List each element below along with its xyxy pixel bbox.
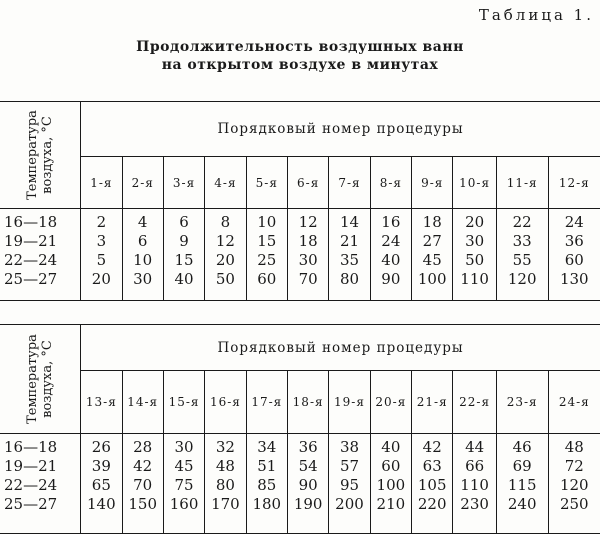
duration-value: 2 bbox=[96, 213, 107, 231]
procedure-number: 18-я bbox=[287, 371, 328, 434]
duration-column bbox=[329, 209, 370, 301]
duration-value: 35 bbox=[339, 251, 360, 269]
procedure-number: 23-я bbox=[496, 371, 548, 434]
row-header-cell bbox=[0, 325, 81, 434]
procedure-number: 21-я bbox=[412, 371, 453, 434]
duration-value: 120 bbox=[507, 270, 537, 288]
duration-value: 230 bbox=[460, 495, 489, 513]
row-header-line-2: воздуха, °С bbox=[40, 116, 56, 194]
duration-value: 50 bbox=[215, 270, 235, 288]
duration-value: 65 bbox=[91, 476, 111, 494]
duration-value: 39 bbox=[91, 457, 111, 475]
duration-value: 40 bbox=[174, 270, 194, 288]
duration-value: 4 bbox=[137, 213, 148, 231]
procedure-number: 17-я bbox=[246, 371, 287, 434]
row-header-text bbox=[25, 110, 55, 200]
title-line-1: Продолжительность воздушных ванн bbox=[136, 39, 464, 55]
duration-column bbox=[548, 434, 600, 534]
duration-column bbox=[412, 434, 453, 534]
duration-column bbox=[287, 434, 328, 534]
duration-column bbox=[205, 434, 246, 534]
table-part-2 bbox=[0, 324, 600, 534]
temp-row-3: 22—24 bbox=[4, 251, 58, 269]
duration-value: 160 bbox=[169, 495, 199, 513]
duration-value: 18 bbox=[298, 232, 318, 250]
duration-value: 20 bbox=[91, 270, 111, 288]
duration-value: 40 bbox=[381, 438, 401, 456]
duration-value: 110 bbox=[460, 270, 489, 288]
procedure-number: 16-я bbox=[205, 371, 246, 434]
duration-value: 240 bbox=[507, 495, 537, 513]
duration-value: 12 bbox=[298, 213, 318, 231]
duration-column bbox=[122, 434, 163, 534]
temp-row-2: 19—21 bbox=[4, 457, 58, 475]
duration-value: 80 bbox=[339, 270, 360, 288]
row-header-line-1: Температура bbox=[25, 334, 41, 424]
duration-value: 18 bbox=[422, 213, 442, 231]
duration-column bbox=[370, 434, 411, 534]
duration-value: 15 bbox=[257, 232, 277, 250]
duration-value: 28 bbox=[133, 438, 153, 456]
duration-value: 54 bbox=[298, 457, 318, 475]
duration-value: 250 bbox=[559, 495, 589, 513]
values-row bbox=[0, 434, 600, 534]
duration-value: 60 bbox=[381, 457, 401, 475]
duration-value: 170 bbox=[211, 495, 240, 513]
group-header: Порядковый номер процедуры bbox=[81, 325, 600, 371]
duration-value: 48 bbox=[215, 457, 235, 475]
duration-value: 80 bbox=[215, 476, 235, 494]
procedure-header-row bbox=[0, 157, 600, 209]
duration-value: 60 bbox=[564, 251, 584, 269]
duration-value: 48 bbox=[564, 438, 584, 456]
duration-column bbox=[453, 209, 496, 301]
procedure-number: 24-я bbox=[548, 371, 600, 434]
duration-value: 32 bbox=[215, 438, 235, 456]
row-header-text bbox=[25, 334, 55, 424]
duration-value: 6 bbox=[137, 232, 148, 250]
duration-value: 30 bbox=[133, 270, 153, 288]
duration-value: 38 bbox=[339, 438, 360, 456]
temp-row-4: 25—27 bbox=[4, 270, 58, 288]
duration-value: 140 bbox=[87, 495, 116, 513]
values-row bbox=[0, 209, 600, 301]
duration-value: 105 bbox=[417, 476, 447, 494]
duration-value: 100 bbox=[376, 476, 406, 494]
table-part-1 bbox=[0, 101, 600, 301]
procedure-number: 20-я bbox=[370, 371, 411, 434]
duration-value: 180 bbox=[252, 495, 282, 513]
procedure-number: 3-я bbox=[163, 157, 204, 209]
duration-value: 8 bbox=[220, 213, 231, 231]
duration-value: 36 bbox=[564, 232, 584, 250]
duration-value: 16 bbox=[381, 213, 401, 231]
row-header-line-2: воздуха, °С bbox=[40, 340, 56, 418]
duration-column bbox=[246, 209, 287, 301]
duration-value: 90 bbox=[381, 270, 401, 288]
duration-column bbox=[453, 434, 496, 534]
duration-value: 21 bbox=[339, 232, 360, 250]
duration-value: 110 bbox=[460, 476, 489, 494]
duration-value: 150 bbox=[128, 495, 158, 513]
procedure-number: 14-я bbox=[122, 371, 163, 434]
duration-value: 12 bbox=[215, 232, 235, 250]
procedure-number: 8-я bbox=[370, 157, 411, 209]
duration-value: 60 bbox=[257, 270, 277, 288]
temp-row-1: 16—18 bbox=[4, 213, 58, 231]
temperature-labels bbox=[0, 209, 81, 301]
duration-value: 120 bbox=[559, 476, 589, 494]
procedure-number: 22-я bbox=[453, 371, 496, 434]
temp-row-3: 22—24 bbox=[4, 476, 58, 494]
procedure-header-row bbox=[0, 371, 600, 434]
procedure-number: 2-я bbox=[122, 157, 163, 209]
duration-column bbox=[287, 209, 328, 301]
duration-value: 85 bbox=[257, 476, 277, 494]
duration-value: 30 bbox=[298, 251, 318, 269]
temp-row-1: 16—18 bbox=[4, 438, 58, 456]
duration-value: 20 bbox=[215, 251, 235, 269]
duration-value: 90 bbox=[298, 476, 318, 494]
procedure-number: 1-я bbox=[81, 157, 122, 209]
duration-value: 220 bbox=[417, 495, 447, 513]
duration-value: 66 bbox=[465, 457, 485, 475]
procedure-number: 9-я bbox=[412, 157, 453, 209]
duration-value: 69 bbox=[512, 457, 532, 475]
duration-value: 75 bbox=[174, 476, 194, 494]
duration-value: 51 bbox=[257, 457, 277, 475]
duration-value: 42 bbox=[133, 457, 153, 475]
procedure-number: 4-я bbox=[205, 157, 246, 209]
duration-value: 46 bbox=[512, 438, 532, 456]
procedure-number: 19-я bbox=[329, 371, 370, 434]
duration-value: 72 bbox=[564, 457, 584, 475]
duration-value: 42 bbox=[422, 438, 442, 456]
duration-value: 200 bbox=[335, 495, 364, 513]
table-title bbox=[0, 38, 600, 74]
temp-row-2: 19—21 bbox=[4, 232, 58, 250]
procedure-number: 6-я bbox=[287, 157, 328, 209]
duration-value: 63 bbox=[422, 457, 442, 475]
duration-column bbox=[246, 434, 287, 534]
duration-column bbox=[81, 209, 122, 301]
procedure-number: 10-я bbox=[453, 157, 496, 209]
duration-value: 9 bbox=[179, 232, 189, 250]
procedure-number: 11-я bbox=[496, 157, 548, 209]
duration-value: 5 bbox=[96, 251, 107, 269]
duration-column bbox=[122, 209, 163, 301]
duration-value: 130 bbox=[559, 270, 589, 288]
duration-value: 45 bbox=[422, 251, 442, 269]
duration-value: 40 bbox=[381, 251, 401, 269]
duration-column bbox=[496, 209, 548, 301]
procedure-number: 13-я bbox=[81, 371, 122, 434]
procedure-number: 12-я bbox=[548, 157, 600, 209]
procedure-number: 7-я bbox=[329, 157, 370, 209]
duration-column bbox=[496, 434, 548, 534]
duration-value: 34 bbox=[257, 438, 277, 456]
duration-value: 24 bbox=[381, 232, 401, 250]
duration-value: 57 bbox=[339, 457, 360, 475]
duration-value: 70 bbox=[133, 476, 153, 494]
duration-column bbox=[370, 209, 411, 301]
procedure-number: 5-я bbox=[246, 157, 287, 209]
duration-column bbox=[412, 209, 453, 301]
temp-row-4: 25—27 bbox=[4, 495, 58, 513]
duration-column bbox=[81, 434, 122, 534]
duration-column bbox=[329, 434, 370, 534]
duration-column bbox=[205, 209, 246, 301]
title-line-2: на открытом воздухе в минутах bbox=[161, 57, 439, 73]
duration-value: 30 bbox=[465, 232, 485, 250]
duration-column bbox=[163, 209, 204, 301]
row-header-cell bbox=[0, 102, 81, 209]
duration-value: 95 bbox=[339, 476, 360, 494]
duration-value: 6 bbox=[179, 213, 189, 231]
duration-value: 210 bbox=[376, 495, 406, 513]
duration-value: 15 bbox=[174, 251, 194, 269]
row-header-line-1: Температура bbox=[25, 110, 41, 200]
duration-value: 55 bbox=[512, 251, 532, 269]
duration-value: 27 bbox=[422, 232, 442, 250]
duration-value: 14 bbox=[339, 213, 360, 231]
duration-value: 10 bbox=[133, 251, 153, 269]
duration-value: 45 bbox=[174, 457, 194, 475]
duration-value: 20 bbox=[465, 213, 485, 231]
duration-value: 100 bbox=[417, 270, 447, 288]
duration-value: 33 bbox=[512, 232, 532, 250]
duration-value: 115 bbox=[507, 476, 537, 494]
duration-value: 70 bbox=[298, 270, 318, 288]
duration-value: 44 bbox=[465, 438, 485, 456]
duration-value: 22 bbox=[512, 213, 532, 231]
duration-value: 26 bbox=[91, 438, 111, 456]
duration-column bbox=[163, 434, 204, 534]
group-header: Порядковый номер процедуры bbox=[81, 102, 600, 157]
procedure-number: 15-я bbox=[163, 371, 204, 434]
duration-value: 36 bbox=[298, 438, 318, 456]
duration-value: 50 bbox=[465, 251, 485, 269]
duration-value: 24 bbox=[564, 213, 584, 231]
duration-value: 190 bbox=[293, 495, 323, 513]
duration-value: 10 bbox=[257, 213, 277, 231]
duration-value: 30 bbox=[174, 438, 194, 456]
table-number-label: Таблица 1. bbox=[478, 6, 594, 24]
temperature-labels bbox=[0, 434, 81, 534]
duration-value: 25 bbox=[257, 251, 277, 269]
duration-value: 3 bbox=[96, 232, 107, 250]
duration-column bbox=[548, 209, 600, 301]
